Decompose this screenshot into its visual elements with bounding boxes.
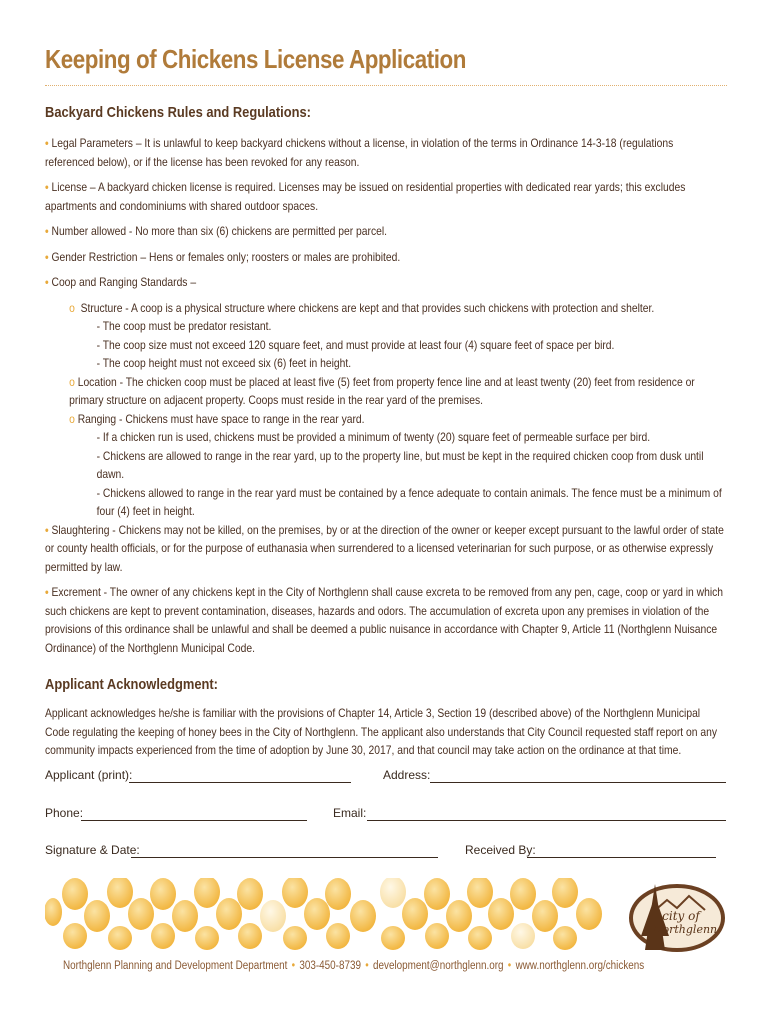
ack-text-block (45, 704, 727, 760)
ranging-item: - Chickens are allowed to range in the rear yard, up to the property line, but must be kept in the required chicken coop from dusk until dawn. (96, 448, 704, 481)
received-label: Received By: (465, 843, 536, 857)
ack-heading: Applicant Acknowledgment: (45, 676, 218, 693)
rules-heading: Backyard Chickens Rules and Regulations: (45, 104, 311, 121)
structure-item: - The coop height must not exceed six (6) feet in height. (96, 356, 352, 370)
ack-text: Applicant acknowledges he/she is familiar with the provisions of Chapter 14, Article 3, Section 19 (described above) of the Northglenn Municipal Code regulating the keeping of honey bees in the City of Northglenn. The applicant also understands that City Council requested staff report on any community impacts experienced from the time of adoption by June 30, 2017, and that council may take action on the ordinance at that time. (45, 706, 717, 757)
rules-body (45, 134, 727, 657)
rule-license: • License – A backyard chicken license is required. Licenses may be issued on residential properties with dedicated rear yards; this excludes apartments and condominiums with shared outdoor spaces. (45, 180, 686, 213)
ranging-item: - If a chicken run is used, chickens must be provided a minimum of twenty (20) square feet of permeable surface per bird. (96, 430, 651, 444)
address-input[interactable] (430, 770, 726, 783)
signature-input[interactable] (131, 845, 438, 858)
footer: Northglenn Planning and Development Department • 303-450-8739 • development@northglenn.org • www.northglenn.org/chickens (63, 960, 645, 972)
footer-email-link[interactable]: development@northglenn.org (373, 960, 504, 972)
structure-item: - The coop must be predator resistant. (96, 319, 272, 333)
structure-item: - The coop size must not exceed 120 square feet, and must provide at least four (4) square feet of space per bird. (96, 337, 615, 352)
footer-phone: 303-450-8739 (299, 960, 361, 972)
logo-city-text: city of (662, 909, 700, 923)
applicant-input[interactable] (129, 770, 351, 783)
title-divider (45, 85, 727, 86)
rule-location: o Location - The chicken coop must be placed at least five (5) feet from property fence line and at least twenty (20) feet from residence or primary structure on adjacent property. Coops must reside in the rear yard of the premises. (69, 374, 695, 407)
applicant-label: Applicant (print): (45, 768, 133, 782)
rule-coop-heading: • Coop and Ranging Standards – (45, 275, 197, 289)
page-title: Keeping of Chickens License Application (45, 44, 466, 74)
received-input[interactable] (527, 845, 716, 858)
signature-label: Signature & Date: (45, 843, 140, 857)
rule-slaughtering: • Slaughtering - Chickens may not be killed, on the premises, by or at the direction of the owner or keeper except pursuant to the lawful order of state or county health officials, or for the purpose of euthanasia when surrendered to a licensed veterinarian for such purpose, or as otherwise expressly permitted by law. (45, 522, 724, 574)
email-input[interactable] (367, 808, 726, 821)
rule-excrement: • Excrement - The owner of any chickens kept in the City of Northglenn shall cause excreta to be removed from any pen, cage, coop or yard in which such chickens are kept to prevent contamination, diseases, hazards and odors. The accumulation of excreta upon any premises in violation of the provisions of this ordinance shall be unlawful and shall be deemed a public nuisance in accordance with Chapter 9, Article 11 (Northglenn Nuisance Ordinance) of the Northglenn Municipal Code. (45, 585, 724, 655)
ranging-item: - Chickens allowed to range in the rear yard must be contained by a fence adequate to contain animals. The fence must be a minimum of four (4) feet in height. (96, 485, 722, 518)
rule-ranging: o Ranging - Chickens must have space to range in the rear yard. (69, 411, 365, 426)
northglenn-logo (623, 876, 727, 954)
rule-gender: • Gender Restriction – Hens or females only; roosters or males are prohibited. (45, 249, 401, 264)
phone-input[interactable] (81, 808, 307, 821)
rule-legal: • Legal Parameters – It is unlawful to keep backyard chickens without a license, in violation of the terms in Ordinance 14-3-18 (regulations referenced below), or if the license has been revoked for any reason. (45, 136, 674, 169)
address-label: Address: (383, 768, 431, 782)
phone-label: Phone: (45, 806, 84, 820)
footer-dept: Northglenn Planning and Development Department (63, 960, 288, 972)
email-label: Email: (333, 806, 367, 820)
footer-web-link[interactable]: www.northglenn.org/chickens (515, 960, 645, 972)
rule-structure: o Structure - A coop is a physical structure where chickens are kept and that provides such chickens with protection and shelter. (69, 300, 655, 315)
egg-pattern-decoration (45, 878, 620, 950)
rule-number: • Number allowed - No more than six (6) chickens are permitted per parcel. (45, 224, 388, 238)
logo-northglenn-text: Northglenn (652, 923, 718, 936)
